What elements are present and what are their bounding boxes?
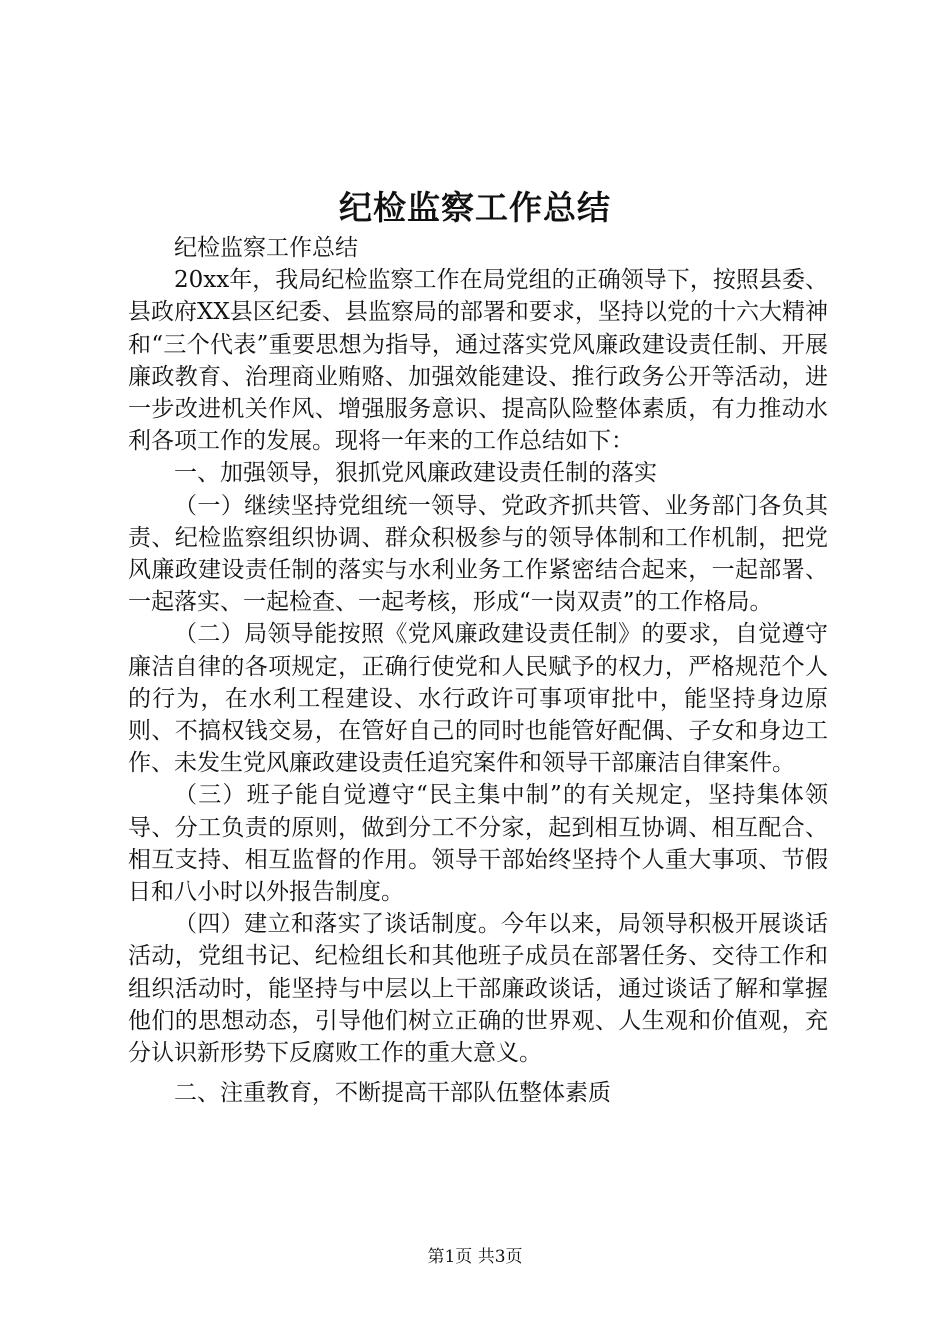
paragraph-intro: 20xx年，我局纪检监察工作在局党组的正确领导下，按照县委、县政府XX县区纪委、县监察局的部署和要求，坚持以党的十六大精神和“三个代表”重要思想为指导，通过落实党风廉政建设责任制、开展廉政教育、治理商业贿赂、加强效能建设、推行政务公开等活动，进一步改进机关作风、增强服务意识、提高队险整体素质，有力推动水利各项工作的发展。现将一年来的工作总结如下： (128, 267, 828, 455)
section-heading-2: 二、注重教育，不断提高干部队伍整体素质 (174, 1080, 611, 1107)
page-title: 纪检监察工作总结 (339, 188, 611, 227)
paragraph-item-3: （三）班子能自觉遵守“民主集中制”的有关规定，坚持集体领导、分工负责的原则，做到分工不分家，起到相互协调、相互配合、相互支持、相互监督的作用。领导干部始终坚持个人重大事项、节假日和八小时以外报告制度。 (128, 782, 828, 906)
paragraph-item-2: （二）局领导能按照《党风廉政建设责任制》的要求，自觉遵守廉洁自律的各项规定，正确行使党和人民赋予的权力，严格规范个人的行为，在水利工程建设、水行政许可事项审批中，能坚持身边原则、不搞权钱交易，在管好自己的同时也能管好配偶、子女和身边工作、未发生党风廉政建设责任追究案件和领导干部廉洁自律案件。 (128, 621, 828, 777)
paragraph-subtitle: 纪检监察工作总结 (174, 235, 358, 261)
section-heading-1: 一、加强领导，狠抓党风廉政建设责任制的落实 (174, 460, 657, 487)
paragraph-item-4: （四）建立和落实了谈话制度。今年以来，局领导积极开展谈话活动，党组书记、纪检组长和其他班子成员在部署任务、交待工作和组织活动时，能坚持与中层以上干部廉政谈话，通过谈话了解和掌握他们的思想动态，引导他们树立正确的世界观、人生观和价值观，充分认识新形势下反腐败工作的重大意义。 (128, 911, 828, 1067)
page-number-footer: 第1页 共3页 (427, 1247, 523, 1267)
paragraph-item-1: （一）继续坚持党组统一领导、党政齐抓共管、业务部门各负其责、纪检监察组织协调、群众积极参与的领导体制和工作机制，把党风廉政建设责任制的落实与水利业务工作紧密结合起来，一起部署、一起落实、一起检查、一起考核，形成“一岗双责”的工作格局。 (128, 492, 828, 616)
document-body (128, 232, 828, 1109)
